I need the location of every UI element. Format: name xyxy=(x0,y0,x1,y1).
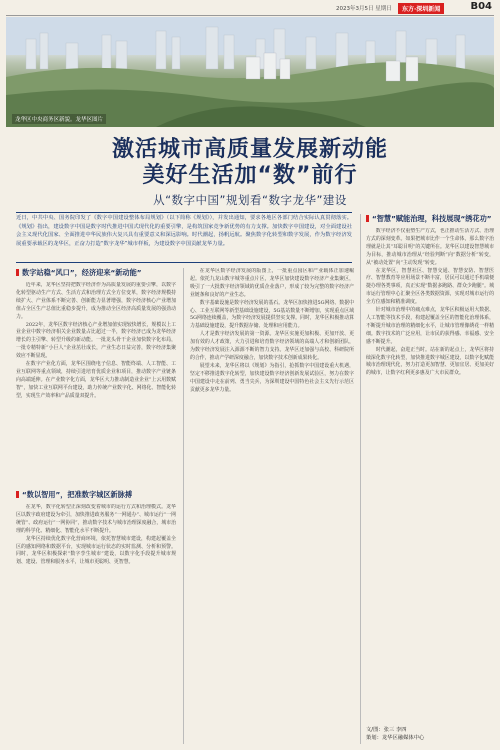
column-1-body xyxy=(16,282,176,482)
column-divider xyxy=(183,268,184,744)
paragraph: 数字基础设施是数字经济发展的基石。龙华区加快推进5G网络、数据中心、工业互联网等新型基础设施建设，5G基站数量不断增加，实现重点区域5G网络连续覆盖，为数字经济发展提供坚实支撑。同时，龙华区积极推动算力基础设施建设，提升数据存储、处理和应用能力。 xyxy=(190,299,354,330)
hero-photo xyxy=(6,17,494,127)
page-number: B04 xyxy=(470,1,492,12)
column-divider xyxy=(360,214,361,744)
paragraph: 针对城市治理中的痛点难点，龙华区积极运用大数据、人工智能等技术手段，构建起覆盖全区的智能化治理体系，不断提升城市治理的精细化水平，让城市管理像绣花一样精细。数字技术的广泛应用，让市民的获得感、幸福感、安全感不断提升。 xyxy=(366,307,494,345)
paragraph: 时代潮起，奋进正当时。站在新的起点上，龙华区将持续深化数字化转型，加快推进数字城区建设，以数字化赋能城市治理现代化，努力打造更加智慧、更加宜居、更加美好的城市，让数字红利更多惠及广大市民群众。 xyxy=(366,346,494,377)
section-heading-smart-governance: “智慧”赋能治理，科技展现“绣花功” xyxy=(366,214,494,224)
lead-bottom-rule xyxy=(16,262,352,263)
paragraph: 展望未来，龙华区将以《规划》为指引，抢抓数字中国建设重大机遇，坚定不移推进数字化转型，加快建设数字经济创新发展试验区，努力在数字中国建设中走在前列、勇当尖兵，为深圳建设中国特色社会主义先行示范区贡献更多龙华力量。 xyxy=(190,362,354,393)
paragraph: 2022年，龙华区数字经济核心产业增加值实现较快增长，规模以上工业企业中数字经济相关企业数量占比超过一半，数字经济已成为龙华经济增长的主引擎、转型升级的新动能。一批龙头骨干企业加快数字化布局，一批专精特新“小巨人”企业茁壮成长，产业生态日益完善，数字经济集聚效应不断显现。 xyxy=(16,321,176,360)
paragraph: 在龙华，数字化转型正深刻改变着城市的运行方式和治理模式。龙华区以数字政府建设为牵引，加快推进政务服务“一网通办”、城市运行“一网统管”、政府运行“一网协同”，推动数字技术与城市治理深度融合，城市治理的科学化、精细化、智能化水平不断提升。 xyxy=(16,504,176,534)
paragraph: 数字经济不仅重塑生产方式，也正推动生活方式、治理方式的深刻变革。如果把城市比作一个生命体，那么数字治理就是让其“耳聪目明”的关键所在。龙华区以建设智慧城市为目标，推动城市治理从“经验判断”向“数据分析”转变，从“被动处置”向“主动发现”转变。 xyxy=(366,228,494,266)
paragraph: 龙华区持续优化数字化营商环境，依托智慧城市建设，构建起覆盖全区的感知网络和数据平台，实现城市运行状态的实时监测、分析和预警。同时，龙华区积极探索“数字孪生城市”建设，以数字化手段提升城市规划、建设、管理和服务水平，让城市更聪明、更智慧。 xyxy=(16,535,176,566)
paragraph: 在龙华区数字经济发展的版图上，一批重点园区和产业载体正加速崛起。依托九龙山数字城等重点片区，龙华区加快建设数字经济产业集聚区，吸引了一大批数字经济领域的优质企业落户，形成了较为完整的数字经济产业链条和良好的产业生态。 xyxy=(190,268,354,298)
lead-top-rule xyxy=(16,212,352,213)
photo-caption: 龙华区中央商务区新貌。龙华区图片 xyxy=(12,114,106,124)
paragraph: 近年来，龙华区坚持把数字经济作为高质量发展的重要引擎，以数字化转型驱动生产方式、生活方式和治理方式全方位变革，数字经济规模持续扩大、产业体系不断完善、创新能力显著增强，数字经济核心产业增加值占全区生产总值比重稳步提升，成为推动全区经济高质量发展的强劲动力。 xyxy=(16,282,176,320)
column-3-body xyxy=(366,228,494,722)
lead-paragraph: 近日，中共中央、国务院印发了《数字中国建设整体布局规划》（以下简称《规划》），并发出通知，要求各地区各部门结合实际认真贯彻落实。《规划》指出，建设数字中国是数字时代推进中国式现代化的重要引擎，是构筑国家竞争新优势的有力支撑。加快数字中国建设，对全面建设社会主义现代化国家、全面推进中华民族伟大复兴具有重要意义和深远影响。时代潮起，扬帆远航。聚焦数字化转型和数字发展，作为数字经济发展重要承载区的龙华区，正奋力打造“数字龙华”城市样板，为建设数字中国贡献龙华力量。 xyxy=(16,215,352,247)
paragraph: 人才是数字经济发展的第一资源。龙华区实施更加积极、更加开放、更加有效的人才政策，大力引进和培育数字经济领域的高端人才和创新团队，为数字经济发展注入源源不断的智力支持。龙华区还加强与高校、科研院所的合作，推动产学研深度融合，加快数字技术创新成果转化。 xyxy=(190,331,354,361)
section-badge: 东方·深圳新闻 xyxy=(398,3,444,14)
paragraph: 在数字产业化方面，龙华区围绕电子信息、智能终端、人工智能、工业互联网等重点领域，持续引进培育优质企业和项目，推动数字产业链条向高端延伸。在产业数字化方面，龙华区大力推动制造业企业“上云用数赋智”，加快工业互联网平台建设，助力传统产业数字化、网络化、智能化转型，实现生产效率和产品质量双提升。 xyxy=(16,361,176,399)
top-rule xyxy=(6,15,494,16)
column-2-body xyxy=(190,268,354,744)
column-1b-body xyxy=(16,504,176,744)
headline-line-2: 美好生活加“数”前行 xyxy=(142,163,358,188)
article-credits xyxy=(366,726,492,742)
city-skyline-image xyxy=(6,17,494,127)
headline-line-1: 激活城市高质量发展新动能 xyxy=(111,137,388,162)
subheadline: 从“数字中国”规划看“数字龙华”建设 xyxy=(153,193,347,207)
masthead xyxy=(6,2,494,14)
credit-line: 策划：龙华区融媒体中心 xyxy=(366,735,425,741)
section-heading-digital-district: “数以智用”，把准数字城区新脉搏 xyxy=(16,490,176,500)
section-heading-digital-economy: 数字站稳“风口”，经济迎来“新动能” xyxy=(16,268,176,278)
paragraph: 在龙华区，智慧社区、智慧交通、智慧安防、智慧医疗、智慧教育等应用场景不断丰富，居民可以通过手机端便捷办理各类事项，真正实现“数据多跑路、群众少跑腿”。城市运行管理中心汇聚全区各类数据资源，实现对城市运行的全方位感知和精准调度。 xyxy=(366,267,494,306)
credit-line: 文/图：张三 李四 xyxy=(366,727,407,733)
issue-date: 2023年3月5日 星期日 xyxy=(336,6,392,12)
